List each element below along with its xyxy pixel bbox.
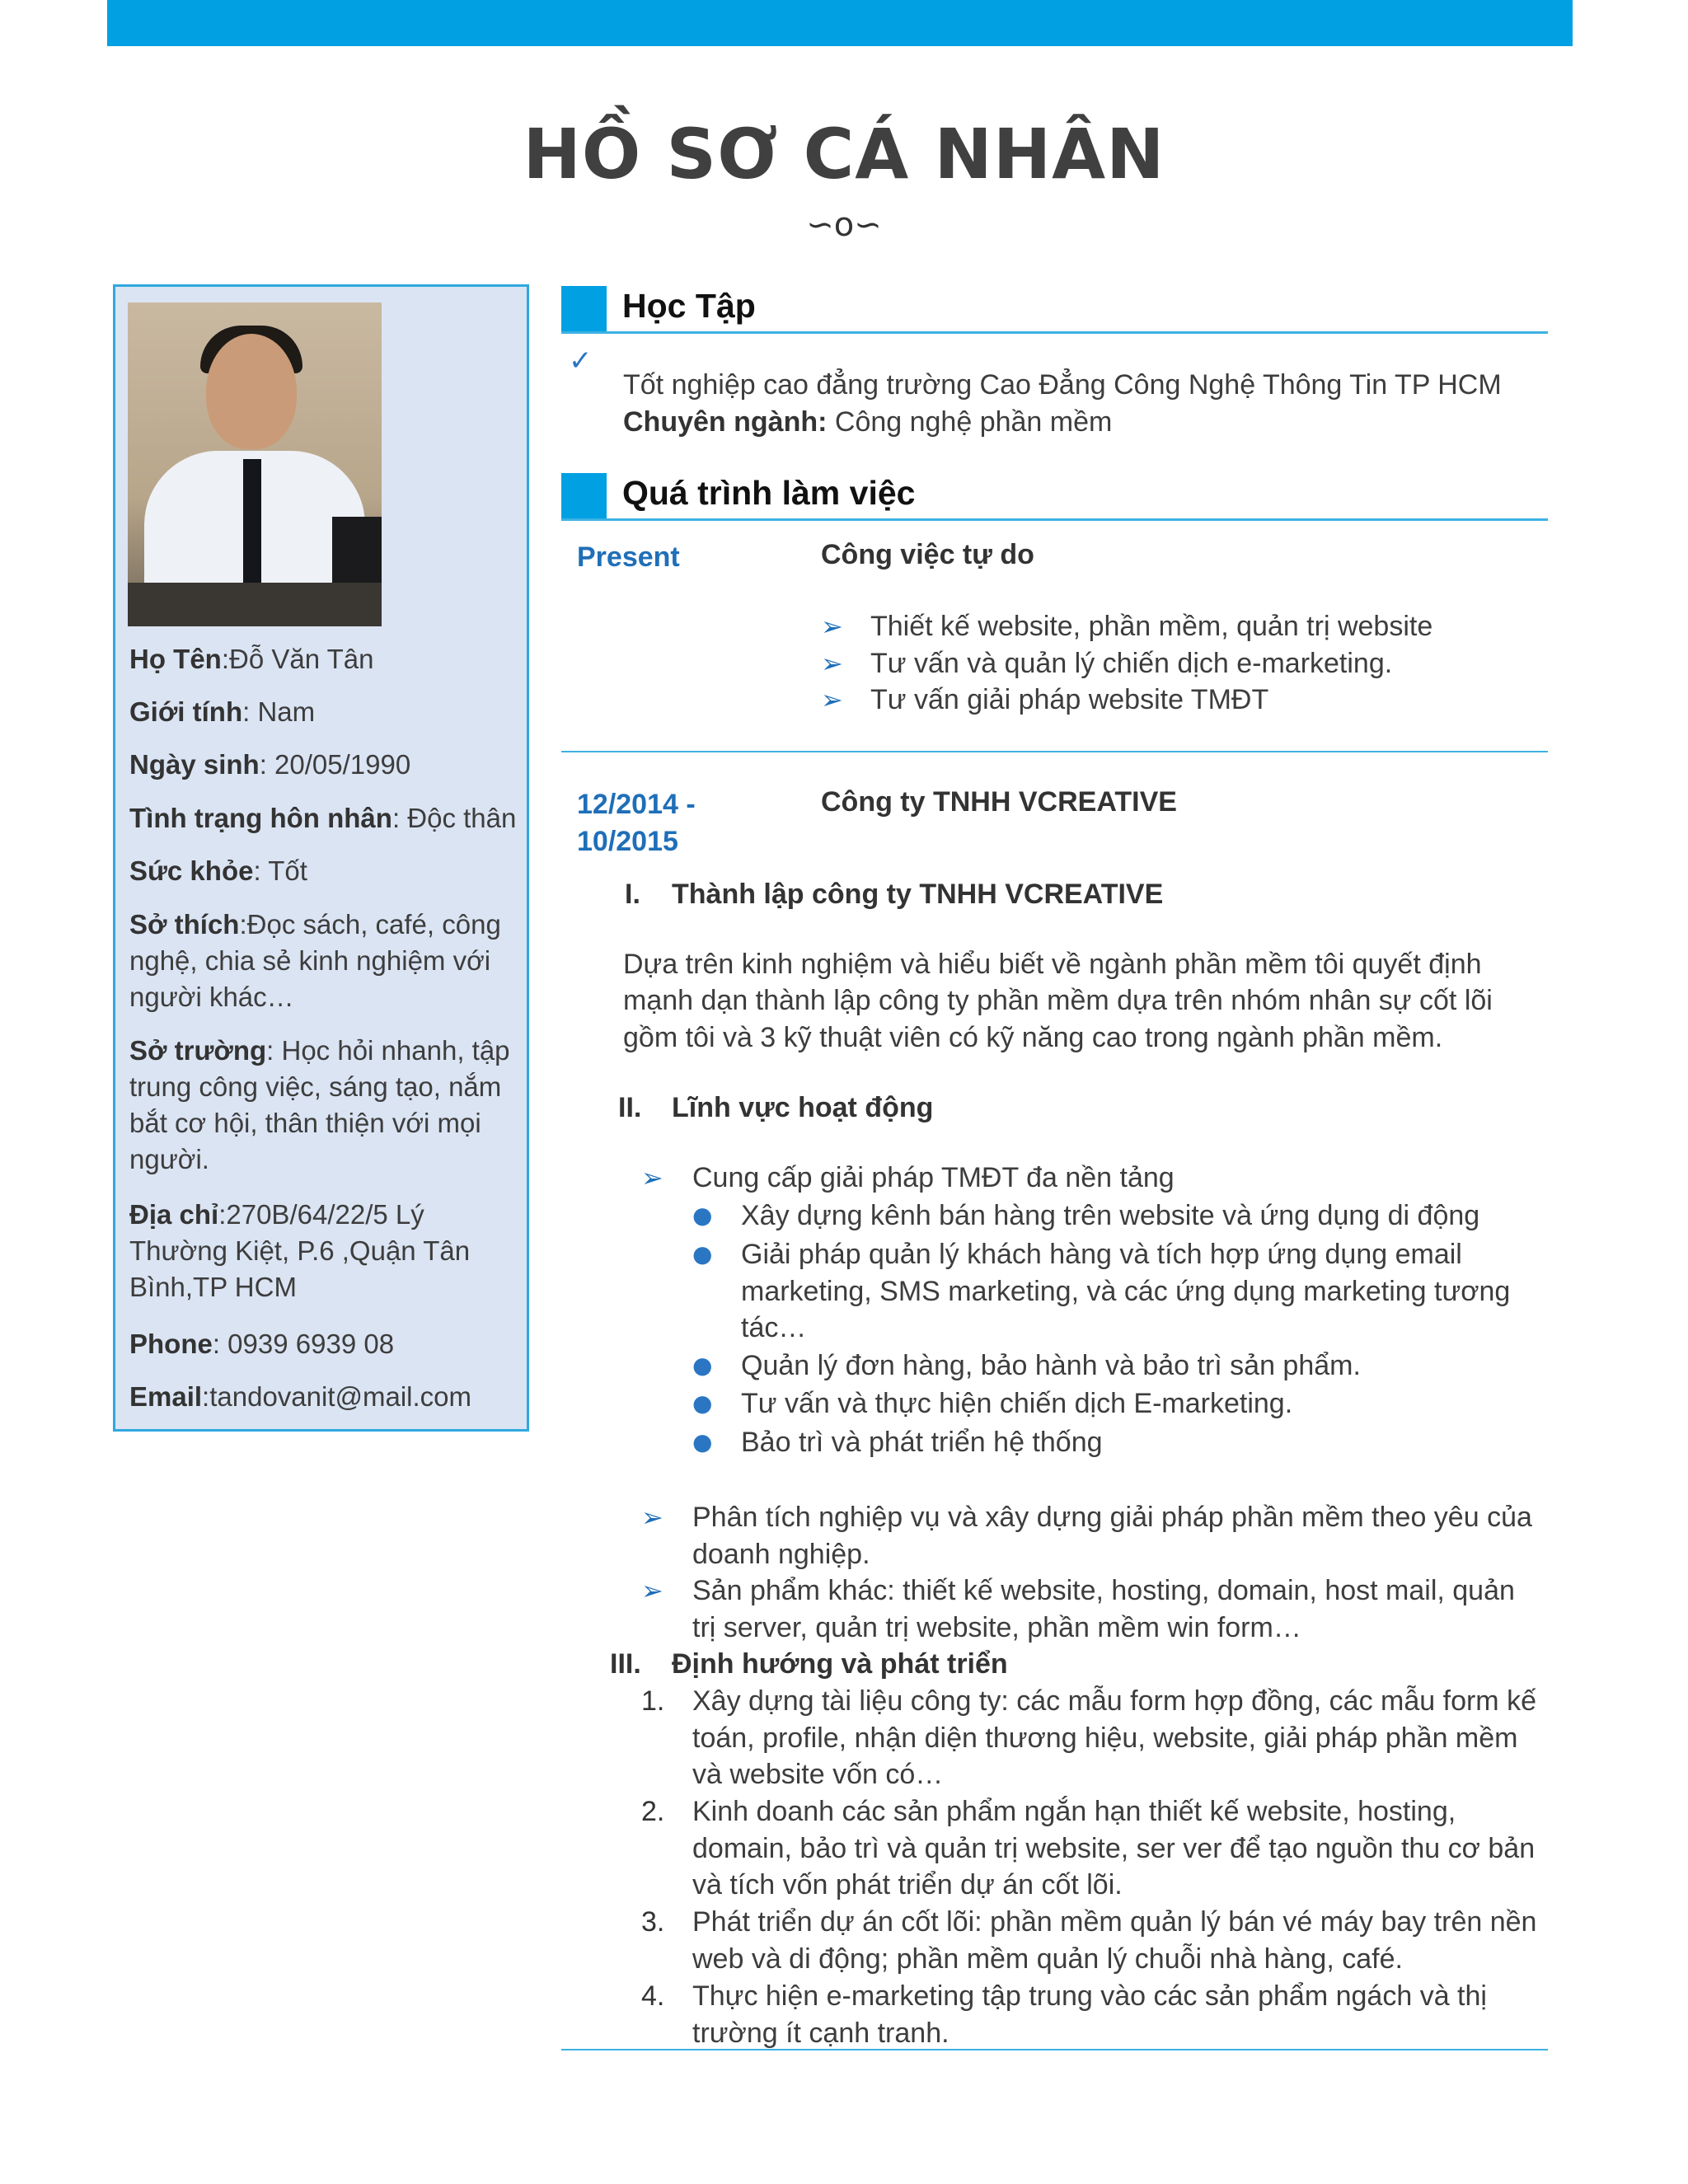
bullet-dot-icon: ● [692, 1202, 713, 1229]
bullet-dot-icon: ● [692, 1428, 713, 1455]
list-number: 4. [641, 1980, 665, 2012]
education-line: Tốt nghiệp cao đẳng trường Cao Đẳng Công Nghệ Thông Tin TP HCM [623, 369, 1502, 401]
arrow-icon: ➢ [821, 648, 843, 679]
bullet-dot-icon: ● [692, 1390, 713, 1417]
bullet-dot-icon: ● [692, 1352, 713, 1379]
profile-phone: Phone: 0939 6939 08 [129, 1329, 395, 1359]
activity-subitem: Bảo trì và phát triển hệ thống [741, 1427, 1103, 1458]
direction-item: Thực hiện e-marketing tập trung vào các sản phẩm ngách và thị trường ít cạnh tranh. [692, 1980, 1487, 2049]
profile-marital: Tình trạng hôn nhân: Độc thân [129, 803, 517, 833]
check-icon: ✓ [569, 344, 593, 377]
arrow-icon: ➢ [641, 1502, 663, 1533]
job2-section-title: Định hướng và phát triển [672, 1648, 1008, 1680]
education-major: Chuyên ngành: Công nghệ phần mềm [623, 406, 1113, 438]
profile-email: Email:tandovanit@mail.com [129, 1381, 472, 1412]
profile-address: Địa chỉ:270B/64/22/5 Lý Thường Kiệt, P.6 ,Quận Tân Bình,TP HCM [129, 1199, 471, 1302]
job1-title: Công việc tự do [821, 539, 1034, 570]
section-number: II. [618, 1092, 642, 1123]
job1-bullet: Thiết kế website, phần mềm, quản trị website [870, 611, 1433, 642]
bottom-divider [561, 2049, 1548, 2050]
activity-subitem: Tư vấn và thực hiện chiến dịch E-marketing. [741, 1388, 1293, 1419]
profile-name: Họ Tên:Đỗ Văn Tân [129, 644, 374, 674]
bullet-dot-icon: ● [692, 1240, 713, 1268]
arrow-icon: ➢ [821, 611, 843, 642]
section-number: I. [625, 879, 640, 910]
title-ornament: ∽o∽ [806, 206, 882, 244]
activity-subitem: Quản lý đơn hàng, bảo hành và bảo trì sản phẩm. [741, 1350, 1361, 1381]
profile-hobby: Sở thích:Đọc sách, café, công nghệ, chia sẻ kinh nghiệm với người khác… [129, 909, 501, 1012]
arrow-icon: ➢ [821, 684, 843, 715]
job2-section-title: Lĩnh vực hoạt động [672, 1092, 934, 1123]
education-heading-line [561, 331, 1548, 334]
activity-subitem: Giải pháp quản lý khách hàng và tích hợp ứng dụng email marketing, SMS marketing, và các ứng dụng marketing tương tác… [741, 1239, 1511, 1343]
list-number: 1. [641, 1685, 665, 1717]
job1-bullet: Tư vấn và quản lý chiến dịch e-marketing. [870, 648, 1393, 679]
job2-paragraph-line: Dựa trên kinh nghiệm và hiểu biết về ngành phần mềm tôi quyết định [623, 949, 1482, 980]
activity-item: Cung cấp giải pháp TMĐT đa nền tảng [692, 1162, 1175, 1193]
job2-section-title: Thành lập công ty TNHH VCREATIVE [672, 879, 1164, 910]
activity-subitem: Xây dựng kênh bán hàng trên website và ứng dụng di động [741, 1200, 1480, 1231]
list-number: 2. [641, 1796, 665, 1827]
profile-health: Sức khỏe: Tốt [129, 855, 307, 886]
work-heading: Quá trình làm việc [622, 474, 916, 512]
profile-photo [128, 302, 382, 626]
job2-period: 12/2014 - 10/2015 [577, 789, 696, 857]
education-heading: Học Tập [622, 287, 756, 325]
profile-gender: Giới tính: Nam [129, 696, 316, 727]
job-divider [561, 751, 1548, 752]
profile-strength: Sở trường: Học hỏi nhanh, tập trung công việc, sáng tạo, nắm bắt cơ hội, thân thiện với mọi người. [129, 1035, 510, 1174]
activity-item: Sản phẩm khác: thiết kế website, hosting, domain, host mail, quản trị server, quản trị website, phần mềm win form… [692, 1575, 1515, 1643]
direction-item: Kinh doanh các sản phẩm ngắn hạn thiết kế website, hosting, domain, bảo trì và quản trị website, ser ver để tạo nguồn thu cơ bản và tích vốn phát triển dự án cốt lõi. [692, 1796, 1536, 1900]
section-number: III. [610, 1648, 641, 1680]
work-heading-line [561, 518, 1548, 521]
job2-paragraph-line: mạnh dạn thành lập công ty phần mềm dựa trên nhóm nhân sự cốt lõi [623, 985, 1493, 1016]
activity-item: Phân tích nghiệp vụ và xây dựng giải pháp phần mềm theo yêu của doanh nghiệp. [692, 1502, 1532, 1570]
arrow-icon: ➢ [641, 1575, 663, 1606]
profile-dob: Ngày sinh: 20/05/1990 [129, 749, 411, 780]
page-title: HỒ SƠ CÁ NHÂN [523, 114, 1165, 194]
work-heading-marker [561, 473, 607, 519]
job2-title: Công ty TNHH VCREATIVE [821, 786, 1177, 818]
job2-paragraph-line: gồm tôi và 3 kỹ thuật viên có kỹ năng cao trong ngành phần mềm. [623, 1022, 1443, 1053]
education-heading-marker [561, 286, 607, 332]
job1-bullet: Tư vấn giải pháp website TMĐT [870, 684, 1269, 715]
direction-item: Phát triển dự án cốt lõi: phần mềm quản lý bán vé máy bay trên nền web và di động; phần mềm quản lý chuỗi nhà hàng, café. [692, 1906, 1537, 1975]
direction-item: Xây dựng tài liệu công ty: các mẫu form hợp đồng, các mẫu form kế toán, profile, nhận diện thương hiệu, website, giải pháp phần mềm và website vốn có… [692, 1685, 1536, 1790]
arrow-icon: ➢ [641, 1162, 663, 1193]
top-accent-bar [107, 0, 1573, 46]
job1-period: Present [577, 541, 680, 573]
list-number: 3. [641, 1906, 665, 1938]
